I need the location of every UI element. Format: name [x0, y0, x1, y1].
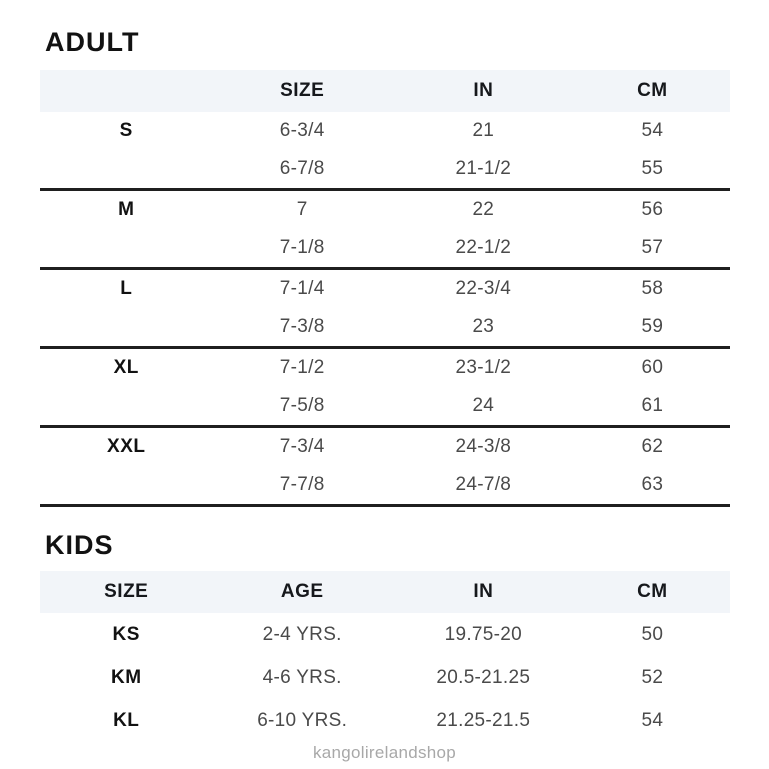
adult-column-header-cm: CM	[637, 80, 668, 101]
kids-column-header-age: AGE	[280, 581, 324, 602]
table-row	[40, 699, 730, 742]
cm-value: 56	[641, 199, 664, 220]
size-group-xxl	[40, 428, 730, 507]
watermark-text: kangolirelandshop	[312, 743, 457, 762]
in-value: 21.25-21.5	[436, 709, 531, 731]
size-group-l	[40, 270, 730, 349]
size-label: M	[118, 199, 135, 220]
in-value: 22-1/2	[455, 237, 512, 258]
in-value: 22	[472, 199, 495, 220]
in-value: 21-1/2	[455, 158, 512, 179]
in-value: 23-1/2	[455, 357, 512, 378]
cm-value: 54	[641, 120, 664, 141]
size-label: S	[119, 120, 133, 141]
table-row	[40, 349, 730, 387]
in-value: 23	[472, 316, 495, 337]
adult-table-header-row	[40, 70, 730, 112]
table-row	[40, 428, 730, 466]
size-value: 6-3/4	[279, 120, 325, 141]
size-label: KL	[113, 709, 140, 731]
size-value: 7-1/8	[279, 237, 325, 258]
in-value: 20.5-21.25	[436, 666, 531, 688]
table-row	[40, 229, 730, 267]
cm-value: 62	[641, 436, 664, 457]
size-value: 7-5/8	[279, 395, 325, 416]
size-value: 7-3/8	[279, 316, 325, 337]
table-row	[40, 270, 730, 308]
size-value: 7-1/4	[279, 278, 325, 299]
kids-column-header-in: IN	[473, 581, 494, 602]
size-label: KS	[112, 623, 140, 645]
adult-column-header-in: IN	[473, 80, 494, 101]
age-value: 2-4 YRS.	[262, 623, 342, 645]
cm-value: 50	[641, 623, 664, 645]
cm-value: 52	[641, 666, 664, 688]
size-label: XL	[113, 357, 139, 378]
size-value: 7-7/8	[279, 474, 325, 495]
in-value: 22-3/4	[455, 278, 512, 299]
cm-value: 57	[641, 237, 664, 258]
table-row	[40, 613, 730, 656]
table-row	[40, 466, 730, 504]
size-group-xl	[40, 349, 730, 428]
in-value: 24	[472, 395, 495, 416]
cm-value: 59	[641, 316, 664, 337]
size-value: 6-7/8	[279, 158, 325, 179]
size-value: 7	[296, 199, 308, 220]
table-row	[40, 191, 730, 229]
size-group-s	[40, 112, 730, 191]
adult-size-table	[40, 70, 730, 507]
table-row	[40, 150, 730, 188]
size-label: KM	[110, 666, 142, 688]
table-row	[40, 387, 730, 425]
cm-value: 58	[641, 278, 664, 299]
adult-section-title: ADULT	[45, 27, 140, 57]
kids-table-header-row	[40, 571, 730, 613]
in-value: 21	[472, 120, 495, 141]
table-row	[40, 656, 730, 699]
in-value: 24-3/8	[455, 436, 512, 457]
in-value: 19.75-20	[444, 623, 523, 645]
cm-value: 55	[641, 158, 664, 179]
size-group-m	[40, 191, 730, 270]
age-value: 4-6 YRS.	[262, 666, 342, 688]
table-row	[40, 112, 730, 150]
size-label: L	[120, 278, 133, 299]
adult-column-header-size: SIZE	[280, 80, 325, 101]
kids-size-table	[40, 571, 730, 742]
age-value: 6-10 YRS.	[257, 709, 348, 731]
kids-column-header-cm: CM	[637, 581, 668, 602]
size-label: XXL	[107, 436, 146, 457]
size-value: 7-1/2	[279, 357, 325, 378]
cm-value: 54	[641, 709, 664, 731]
size-value: 7-3/4	[279, 436, 325, 457]
in-value: 24-7/8	[455, 474, 512, 495]
kids-column-header-size: SIZE	[104, 581, 149, 602]
cm-value: 60	[641, 357, 664, 378]
cm-value: 61	[641, 395, 664, 416]
table-row	[40, 308, 730, 346]
cm-value: 63	[641, 474, 664, 495]
kids-section-title: KIDS	[45, 530, 114, 560]
